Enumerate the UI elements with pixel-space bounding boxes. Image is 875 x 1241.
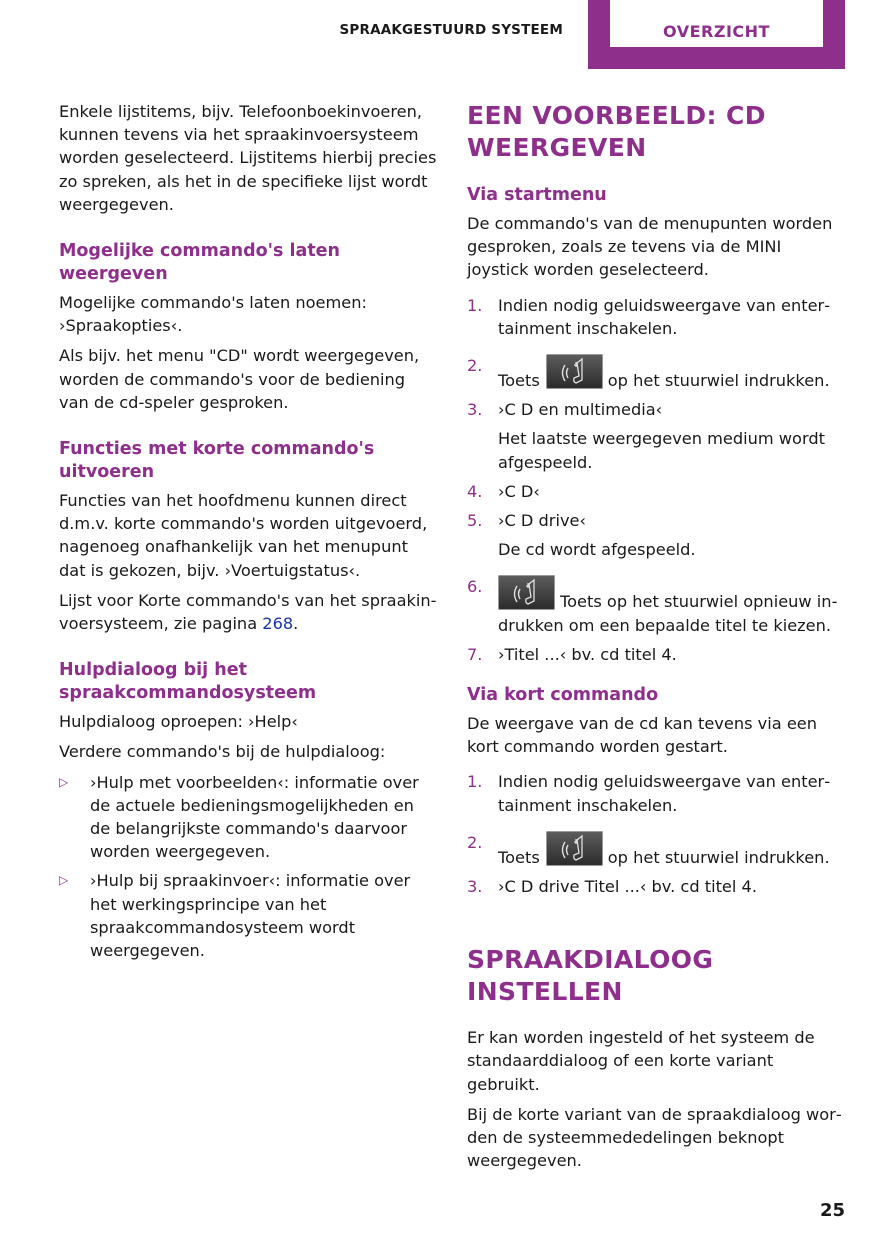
step-number: 2. (467, 356, 483, 376)
bullet-list (59, 771, 439, 963)
step-number: 6. (467, 577, 483, 597)
list-item-text: ›Hulp met voorbeelden‹: informatie over de actuele bedieningsmogelijkheden en de belangrijkste commando's daarvoor worden weergegeven. (90, 772, 419, 862)
paragraph: Verdere commando's bij de hulpdialoog: (59, 742, 386, 762)
step-item (467, 509, 847, 561)
section-heading: Functies met korte commando's uitvoeren (59, 439, 375, 483)
step-text: ›C D en multimedia‹ (498, 400, 663, 420)
step-list (467, 294, 847, 666)
step-text: Indien nodig geluidsweergave van entertainment inschakelen. (498, 295, 831, 338)
section-heading: Hulpdialoog bij het spraakcommandosysteem (59, 660, 317, 704)
step-item (467, 875, 847, 898)
triangle-bullet-icon: ▷ (59, 873, 69, 888)
main-heading: SPRAAKDIALOOG INSTELLEN (467, 945, 714, 1007)
step-subtext: Het laatste weergegeven medium wordt afgespeeld. (498, 429, 825, 472)
step-number: 3. (467, 400, 483, 420)
paragraph: De weergave van de cd kan tevens via een kort commando worden gestart. (467, 714, 817, 757)
paragraph: Als bijv. het menu "CD" wordt weergegeven, worden de commando's voor de bediening van de cd-speler gesproken. (59, 346, 420, 412)
step-text: Toets (498, 847, 540, 867)
step-item (467, 575, 847, 636)
step-number: 3. (467, 877, 483, 897)
text: Lijst voor Korte commando's van het spraakinvoersysteem, zie pagina (59, 590, 437, 634)
step-number: 7. (467, 644, 483, 664)
left-column (59, 100, 439, 968)
list-item (59, 869, 439, 962)
intro-paragraph: Enkele lijstitems, bijv. Telefoonboekinvoeren, kunnen tevens via het spraakinvoersysteem worden geselecteerd. Lijstitems hierbij precies zo spreken, als het in de specifieke lijst wordt weergegeven. (59, 102, 437, 214)
section-heading: Via startmenu (467, 185, 607, 205)
list-item (59, 771, 439, 864)
step-number: 1. (467, 772, 483, 792)
page-link[interactable]: 268 (262, 614, 294, 634)
paragraph: Mogelijke commando's laten noemen: ›Spraakopties‹. (59, 293, 367, 336)
step-item (467, 294, 847, 340)
step-item (467, 643, 847, 666)
main-heading: EEN VOORBEELD: CD WEERGEVEN (467, 101, 766, 162)
step-text: Toets op het stuurwiel opnieuw indrukken om een bepaalde titel te kiezen. (498, 592, 838, 635)
paragraph (59, 589, 439, 635)
voice-command-button-icon (546, 354, 603, 389)
step-number: 5. (467, 511, 483, 531)
step-item (467, 770, 847, 816)
step-text: ›C D drive‹ (498, 511, 586, 531)
step-item (467, 831, 847, 869)
voice-command-button-icon (498, 575, 555, 610)
step-list (467, 770, 847, 898)
voice-command-button-icon (546, 831, 603, 866)
step-item (467, 480, 847, 503)
text: . (293, 614, 299, 634)
step-text: ›C D drive Titel ...‹ bv. cd titel 4. (498, 877, 757, 897)
paragraph: De commando's van de menupunten worden gesproken, zoals ze tevens via de MINI joystick worden geselecteerd. (467, 214, 833, 280)
step-text: ›C D‹ (498, 481, 540, 501)
step-number: 2. (467, 832, 483, 852)
step-item (467, 398, 847, 474)
step-text: op het stuurwiel indrukken. (607, 847, 830, 867)
section-heading: Via kort commando (467, 685, 659, 706)
header-tab (588, 0, 845, 69)
paragraph: Er kan worden ingesteld of het systeem de standaarddialoog of een korte variant gebruikt. (467, 1028, 815, 1094)
step-text: Toets (498, 371, 540, 391)
step-text: Indien nodig geluidsweergave van entertainment inschakelen. (498, 772, 831, 815)
list-item-text: ›Hulp bij spraakinvoer‹: informatie over het werkingsprincipe van het spraakcommandosysteem wordt weergegeven. (90, 871, 411, 961)
paragraph: Hulpdialoog oproepen: ›Help‹ (59, 712, 298, 732)
paragraph: Functies van het hoofdmenu kunnen direct d.m.v. korte commando's worden uitgevoerd, nagenoeg onafhankelijk van het menupunt dat is gekozen, bijv. ›Voertuigstatus‹. (59, 491, 428, 580)
triangle-bullet-icon: ▷ (59, 774, 69, 789)
step-item (467, 354, 847, 392)
page-number: 25 (819, 1200, 845, 1221)
step-number: 4. (467, 481, 483, 501)
step-subtext: De cd wordt afgespeeld. (498, 540, 696, 560)
step-text: op het stuurwiel indrukken. (607, 371, 830, 391)
step-text: ›Titel ...‹ bv. cd titel 4. (498, 644, 677, 664)
header-tab-label: OVERZICHT (610, 0, 823, 47)
right-column (467, 100, 847, 1179)
section-heading: Mogelijke commando's laten weergeven (59, 241, 341, 285)
step-number: 1. (467, 295, 483, 315)
header-section-title: SPRAAKGESTUURD SYSTEEM (339, 22, 563, 38)
paragraph: Bij de korte variant van de spraakdialoog worden de systeemmededelingen beknopt weergegeven. (467, 1104, 842, 1171)
